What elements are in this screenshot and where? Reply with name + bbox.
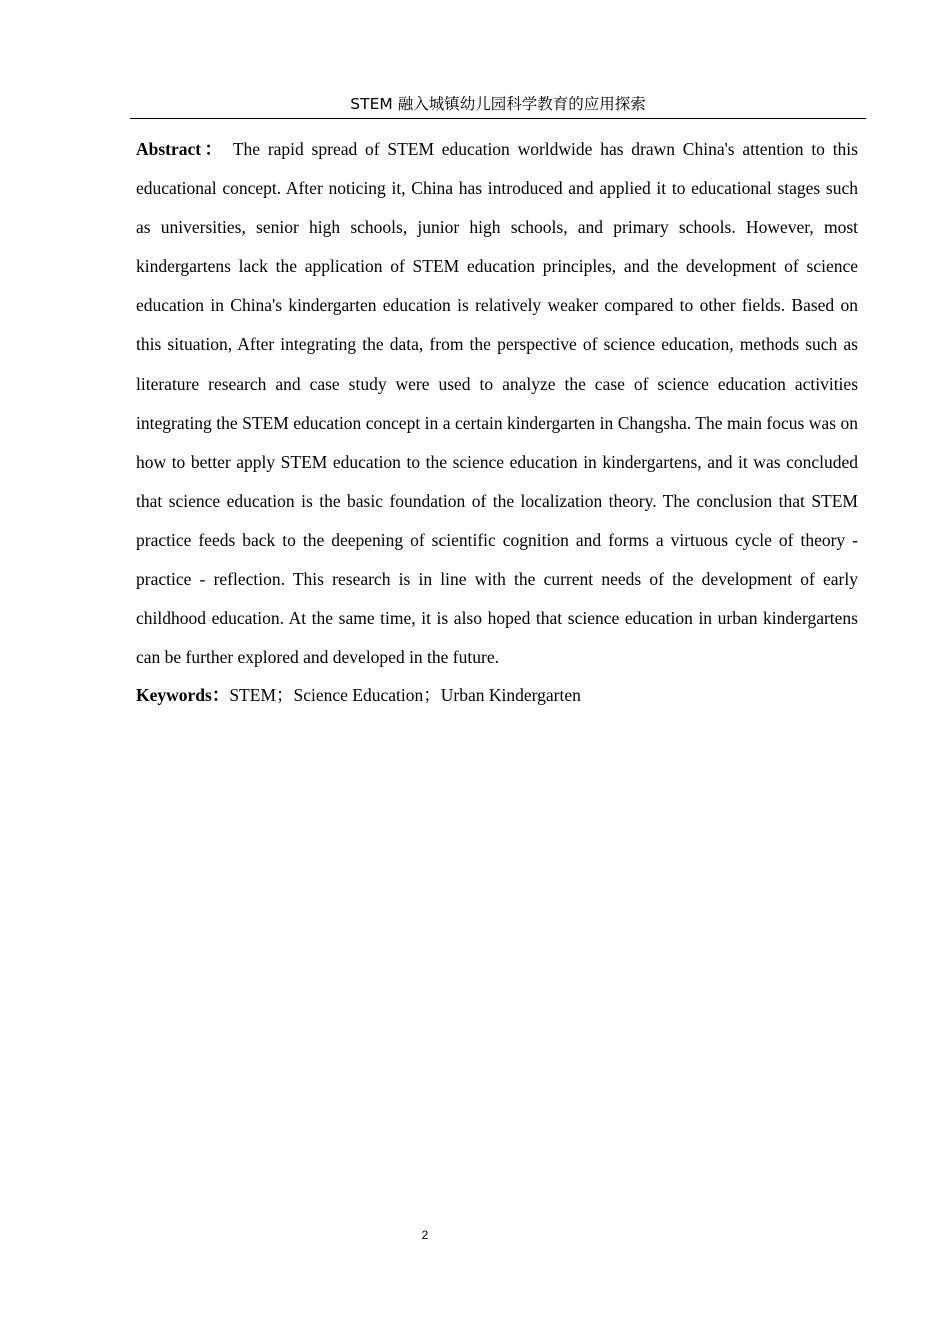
page-header [130,93,866,119]
abstract-paragraph [136,130,858,677]
abstract-label: Abstract： [136,139,226,159]
keywords-paragraph [136,677,858,713]
abstract-section [136,130,858,713]
keywords-text: STEM；Science Education；Urban Kindergarten [229,685,581,706]
running-title: STEM 融入城镇幼儿园科学教育的应用探索 [350,95,646,113]
page-number: 2 [421,1228,429,1242]
abstract-text: The rapid spread of STEM education worldwide has drawn China's attention to this educational concept. After noticing it, China has introduced and applied it to educational stages such as universities, senior high schools, junior high schools, and primary schools. However, most kindergartens lack the application of STEM education principles, and the development of science education in China's kindergarten education is relatively weaker compared to other fields. Based on this situation, After integrating the data, from the perspective of science education, methods such as literature research and case study were used to analyze the case of science education activities integrating the STEM education concept in a certain kindergarten in Changsha. The main focus was on how to better apply STEM education to the science education in kindergartens, and it was concluded that science education is the basic foundation of the localization theory. The conclusion that STEM practice feeds back to the deepening of scientific cognition and forms a virtuous cycle of theory - practice - reflection. This research is in line with the current needs of the development of early childhood education. At the same time, it is also hoped that science education in urban kindergartens can be further explored and developed in the future. [136,139,858,668]
keywords-label: Keywords： [136,685,230,706]
